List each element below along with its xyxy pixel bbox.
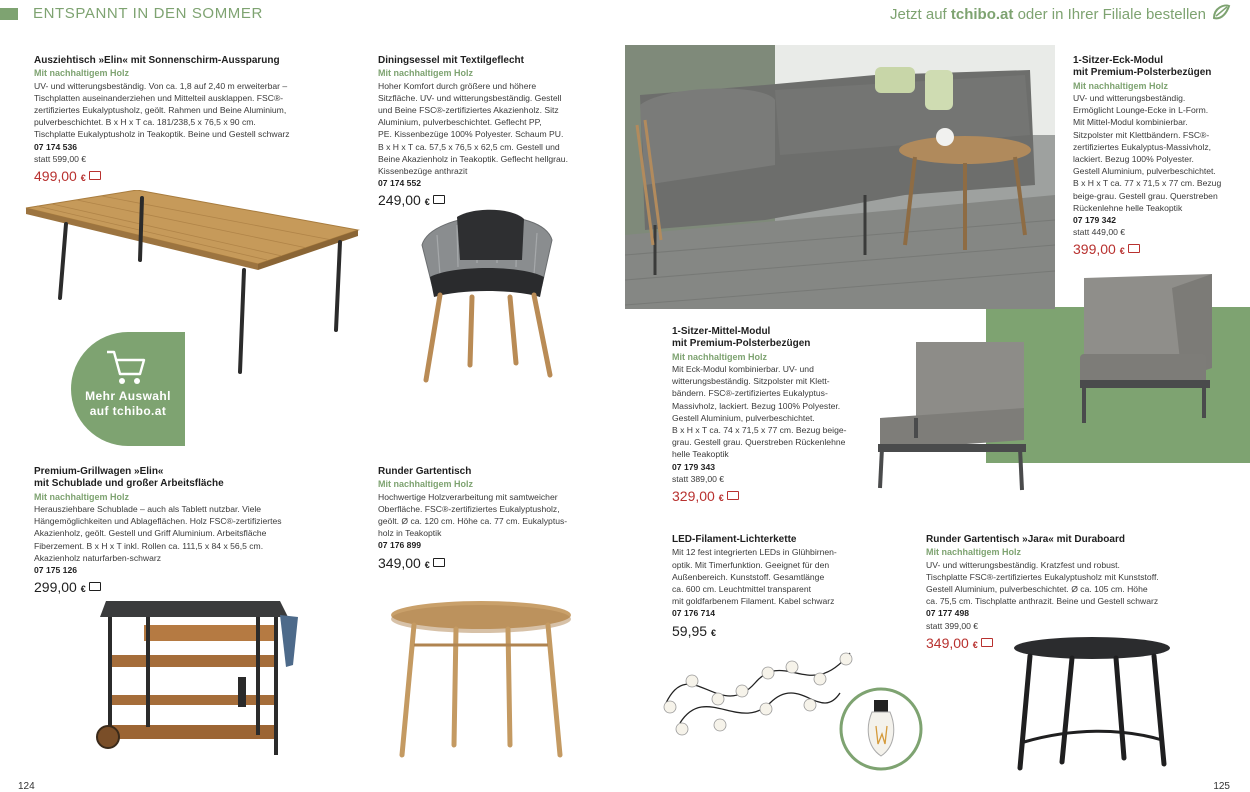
price-value: 59,95 bbox=[672, 622, 708, 639]
delivery-icon bbox=[89, 582, 101, 591]
price-value: 399,00 bbox=[1073, 241, 1116, 258]
jara-table-image bbox=[1012, 632, 1174, 774]
sustainable-wood-label: Mit nachhaltigem Holz bbox=[926, 547, 1022, 558]
product-middle-module bbox=[672, 326, 872, 508]
product-extension-table bbox=[34, 55, 334, 188]
cta-suffix: oder in Ihrer Filiale bestellen bbox=[1017, 6, 1206, 23]
old-price: statt 389,00 € bbox=[672, 473, 725, 484]
product-title: Diningsessel mit Textilgeflecht bbox=[378, 55, 524, 66]
sustainable-wood-label: Mit nachhaltigem Holz bbox=[672, 351, 768, 362]
currency: € bbox=[80, 173, 86, 184]
product-description: Hoher Komfort durch größere und höhere Sitzfläche. UV- und witterungsbeständig. Gestell und Beine FSC®-zertifiziertes Akazienholz. Sitz Aluminium, pulverbeschichtet. Geflecht PP, PE. Kissenbezüge 100% Polyester. Schaum PU. B x H x T ca. 57,5 x 76,5 x 62,5 cm. Gestell und Beine Akazienholz in Teakoptik. Geflecht hellgrau. Kissenbezüge anthrazit bbox=[378, 80, 568, 177]
price bbox=[672, 487, 872, 508]
product-description: Herausziehbare Schublade – auch als Tablett nutzbar. Viele Hängemöglichkeiten und Ablageflächen. Holz FSC®-zertifiziertes Akazienholz, geölt. Gestell und Griff Aluminium. Arbeitsfläche Fiberzement. B x H x T inkl. Rollen ca. 111,5 x 84 x 56,5 cm. Akazienholz naturfarben-schwarz bbox=[34, 504, 282, 563]
bulb-detail-circle-image bbox=[838, 686, 924, 772]
product-description: Mit Eck-Modul kombinierbar. UV- und witterungsbeständig. Sitzpolster mit Klett- bändern. FSC®-zertifiziertes Eukalyptus- Massivholz, lackiert. Bezug 100% Polyester. Gestell Aluminium, pulverbeschichtet. B x H x T ca. 74 x 71,5 x 77 cm. Bezug beige- grau. Gestell grau. Querstreben Rückenlehne helle Teakoptik bbox=[672, 364, 847, 460]
extension-table-image bbox=[22, 190, 362, 380]
section-title: ENTSPANNT IN DEN SOMMER bbox=[33, 5, 263, 22]
currency: € bbox=[972, 639, 978, 650]
delivery-icon bbox=[89, 171, 101, 180]
sustainable-wood-label: Mit nachhaltigem Holz bbox=[378, 68, 474, 79]
product-description: Mit 12 fest integrierten LEDs in Glühbirnen- optik. Mit Timerfunktion. Geeignet für den Außenbereich. Kunststoff. Gesamtlänge ca. 600 cm. Leuchtmittel transparent mit goldfarbenem Filament. Kabel schwarz bbox=[672, 547, 837, 607]
old-price: statt 599,00 € bbox=[34, 153, 87, 164]
delivery-icon bbox=[1128, 244, 1140, 253]
middle-module-image bbox=[874, 338, 1030, 496]
currency: € bbox=[424, 559, 430, 570]
light-chain-image bbox=[660, 633, 856, 753]
currency: € bbox=[1119, 246, 1125, 257]
product-corner-module bbox=[1073, 55, 1243, 261]
currency: € bbox=[710, 627, 716, 638]
product-light-chain bbox=[672, 534, 872, 643]
page-number-right: 125 bbox=[1213, 781, 1230, 792]
product-title: Runder Gartentisch bbox=[378, 466, 472, 477]
old-price: statt 449,00 € bbox=[1073, 227, 1126, 238]
product-description: Hochwertige Holzverarbeitung mit samtweicher Oberfläche. FSC®-zertifiziertes Eukalyptusholz, geölt. Ø ca. 120 cm. Höhe ca. 77 cm. Eukalyptus- holz in Teakoptik bbox=[378, 491, 568, 539]
badge-line-1: Mehr Auswahl bbox=[85, 389, 171, 403]
badge-line-2: auf tchibo.at bbox=[89, 404, 167, 418]
round-garden-table-image bbox=[386, 595, 576, 765]
more-choice-text bbox=[71, 389, 185, 419]
dining-chair-image bbox=[412, 205, 562, 387]
product-title: Premium-Grillwagen »Elin« mit Schublade und großer Arbeitsfläche bbox=[34, 466, 224, 490]
delivery-icon bbox=[727, 491, 739, 500]
product-title: Runder Gartentisch »Jara« mit Duraboard bbox=[926, 534, 1125, 545]
price-value: 329,00 bbox=[672, 488, 715, 505]
article-number: 07 174 536 bbox=[34, 141, 78, 152]
tchibo-bean-logo-icon bbox=[1210, 2, 1232, 24]
price-value: 349,00 bbox=[926, 634, 969, 651]
product-title: Ausziehtisch »Elin« mit Sonnenschirm-Aussparung bbox=[34, 55, 280, 66]
product-title: LED-Filament-Lichterkette bbox=[672, 534, 797, 545]
product-title: 1-Sitzer-Mittel-Modul mit Premium-Polsterbezügen bbox=[672, 326, 811, 350]
cta-prefix: Jetzt auf bbox=[890, 6, 947, 23]
article-number: 07 175 126 bbox=[34, 565, 78, 576]
product-description: UV- und witterungsbeständig. Kratzfest und robust. Tischplatte FSC®-zertifiziertes Eukalyptusholz mit Kunststoff. Gestell Aluminium, pulverbeschichtet. Ø ca. 105 cm. Höhe ca. 75,5 cm. Tischplatte anthrazit. Beine und Gestell schwarz bbox=[926, 559, 1159, 607]
article-number: 07 176 899 bbox=[378, 540, 422, 551]
old-price: statt 399,00 € bbox=[926, 620, 979, 631]
price-value: 249,00 bbox=[378, 192, 421, 209]
price bbox=[1073, 240, 1243, 261]
product-round-table bbox=[378, 466, 598, 575]
product-description: UV- und witterungsbeständig. Von ca. 1,8 auf 2,40 m erweiterbar – Tischplatten auseinanderziehen und Mittelteil ausklappen. FSC®- zertifiziertes Eukalyptusholz, geölt. Rahmen und Beine Aluminium, pulverbeschichtet. B x H x T ca. 181/238,5 x 76,5 x 90 cm. Tischplatte Eukalyptusholz in Teakoptik. Beine und Gestell schwarz bbox=[34, 80, 290, 140]
article-number: 07 177 498 bbox=[926, 608, 970, 619]
product-dining-chair bbox=[378, 55, 598, 212]
cta-site-link[interactable]: tchibo.at bbox=[950, 6, 1014, 23]
product-grill-cart bbox=[34, 466, 334, 599]
article-number: 07 179 343 bbox=[672, 461, 716, 472]
lounge-set-photo bbox=[625, 45, 1055, 309]
price bbox=[378, 554, 598, 575]
delivery-icon bbox=[433, 195, 445, 204]
grill-cart-image bbox=[88, 595, 306, 765]
sustainable-wood-label: Mit nachhaltigem Holz bbox=[34, 491, 130, 502]
article-number: 07 176 714 bbox=[672, 608, 716, 619]
delivery-icon bbox=[433, 558, 445, 567]
page-number-left: 124 bbox=[18, 781, 35, 792]
product-description: UV- und witterungsbeständig. Ermöglicht Lounge-Ecke in L-Form. Mit Mittel-Modul kombinierbar. Sitzpolster mit Klettbändern. FSC®- zertifiziertes Eukalyptus-Massivholz, lackiert. Bezug 100% Polyester. Gestell Aluminium, pulverbeschichtet. B x H x T ca. 77 x 71,5 x 77 cm. Bezug beige-grau. Gestell grau. Querstreben Rückenlehne helle Teakoptik bbox=[1073, 93, 1222, 213]
article-number: 07 174 552 bbox=[378, 178, 422, 189]
currency: € bbox=[718, 493, 724, 504]
shopping-cart-icon bbox=[104, 348, 148, 388]
price-value: 349,00 bbox=[378, 554, 421, 571]
corner-module-image bbox=[1072, 268, 1220, 428]
price-value: 499,00 bbox=[34, 168, 77, 185]
delivery-icon bbox=[981, 638, 993, 647]
order-cta bbox=[890, 6, 1206, 23]
price-value: 299,00 bbox=[34, 579, 77, 596]
sustainable-wood-label: Mit nachhaltigem Holz bbox=[378, 479, 474, 490]
article-number: 07 179 342 bbox=[1073, 215, 1117, 226]
product-title: 1-Sitzer-Eck-Modul mit Premium-Polsterbezügen bbox=[1073, 55, 1212, 79]
currency: € bbox=[424, 197, 430, 208]
sustainable-wood-label: Mit nachhaltigem Holz bbox=[1073, 80, 1169, 91]
sustainable-wood-label: Mit nachhaltigem Holz bbox=[34, 68, 130, 79]
header-accent-bar bbox=[0, 8, 18, 20]
price bbox=[34, 167, 334, 188]
currency: € bbox=[80, 584, 86, 595]
